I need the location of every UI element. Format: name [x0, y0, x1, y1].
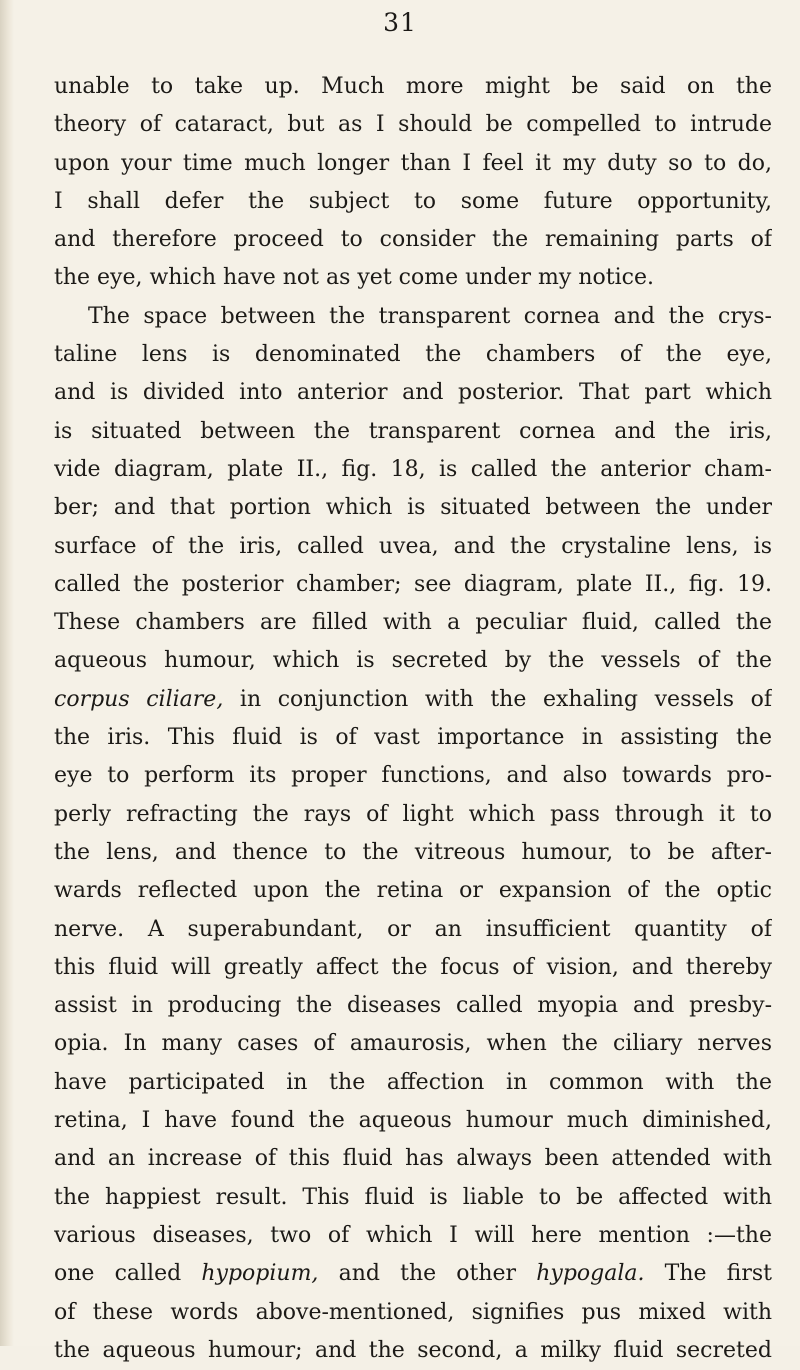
text-line: have participated in the affection in common with the: [54, 1069, 772, 1095]
text-line: upon your time much longer than I feel it my duty so to do,: [54, 150, 772, 176]
page-number: 31: [383, 8, 417, 37]
text-line: retina, I have found the aqueous humour much diminished,: [54, 1108, 772, 1134]
text-line: assist in producing the diseases called myopia and presby-: [54, 993, 772, 1019]
text-line: and is divided into anterior and posterior. That part which: [54, 380, 772, 406]
italic-term: hypopium,: [201, 1261, 319, 1287]
text-line: the lens, and thence to the vitreous humour, to be after-: [54, 839, 772, 865]
text-line: aqueous humour, which is secreted by the vessels of the: [54, 648, 772, 674]
text-line: and therefore proceed to consider the remaining parts of: [54, 227, 772, 253]
italic-term: hypogala.: [536, 1261, 645, 1287]
text-line-with-italic: [54, 681, 772, 719]
text-line: ber; and that portion which is situated between the under: [54, 495, 772, 521]
text-line: vide diagram, plate II., fig. 18, is called the anterior cham-: [54, 456, 772, 482]
text-line: taline lens is denominated the chambers of the eye,: [54, 342, 772, 368]
text-line: These chambers are filled with a peculiar fluid, called the: [54, 610, 772, 636]
text-line: surface of the iris, called uvea, and the crystaline lens, is: [54, 533, 772, 559]
text-line: opia. In many cases of amaurosis, when the ciliary nerves: [54, 1031, 772, 1057]
text-line: of these words above-mentioned, signifies pus mixed with: [54, 1299, 772, 1325]
text-line: The space between the transparent cornea and the crys-: [88, 303, 772, 329]
text-line: the iris. This fluid is of vast importance in assisting the: [54, 725, 772, 751]
text-line: wards reflected upon the retina or expansion of the optic: [54, 878, 772, 904]
text-line: various diseases, two of which I will here mention :—the: [54, 1222, 772, 1248]
body-text: [54, 68, 772, 1370]
text-line: the aqueous humour; and the second, a milky fluid secreted: [54, 1337, 772, 1363]
text-line: is situated between the transparent cornea and the iris,: [54, 418, 772, 444]
text-segment: in conjunction with the exhaling vessels of: [223, 686, 772, 712]
text-line: the eye, which have not as yet come under my notice.: [54, 265, 654, 291]
page-gutter-shadow: [0, 0, 14, 1346]
text-segment: and the other: [318, 1261, 537, 1287]
text-line: called the posterior chamber; see diagram, plate II., fig. 19.: [54, 571, 772, 597]
text-segment: The first: [644, 1261, 772, 1287]
text-line: perly refracting the rays of light which pass through it to: [54, 801, 772, 827]
italic-term: corpus ciliare,: [54, 686, 224, 712]
text-segment: one called: [54, 1261, 202, 1287]
text-line-with-italic: [54, 1255, 772, 1293]
text-line: eye to perform its proper functions, and also towards pro-: [54, 763, 772, 789]
text-line: theory of cataract, but as I should be compelled to intrude: [54, 112, 772, 138]
text-line: the happiest result. This fluid is liable to be affected with: [54, 1184, 772, 1210]
text-line: this fluid will greatly affect the focus of vision, and thereby: [54, 954, 772, 980]
text-line: unable to take up. Much more might be said on the: [54, 74, 772, 99]
text-line: and an increase of this fluid has always been attended with: [54, 1146, 772, 1172]
text-line: nerve. A superabundant, or an insufficient quantity of: [54, 916, 772, 942]
text-line: I shall defer the subject to some future opportunity,: [54, 188, 772, 214]
